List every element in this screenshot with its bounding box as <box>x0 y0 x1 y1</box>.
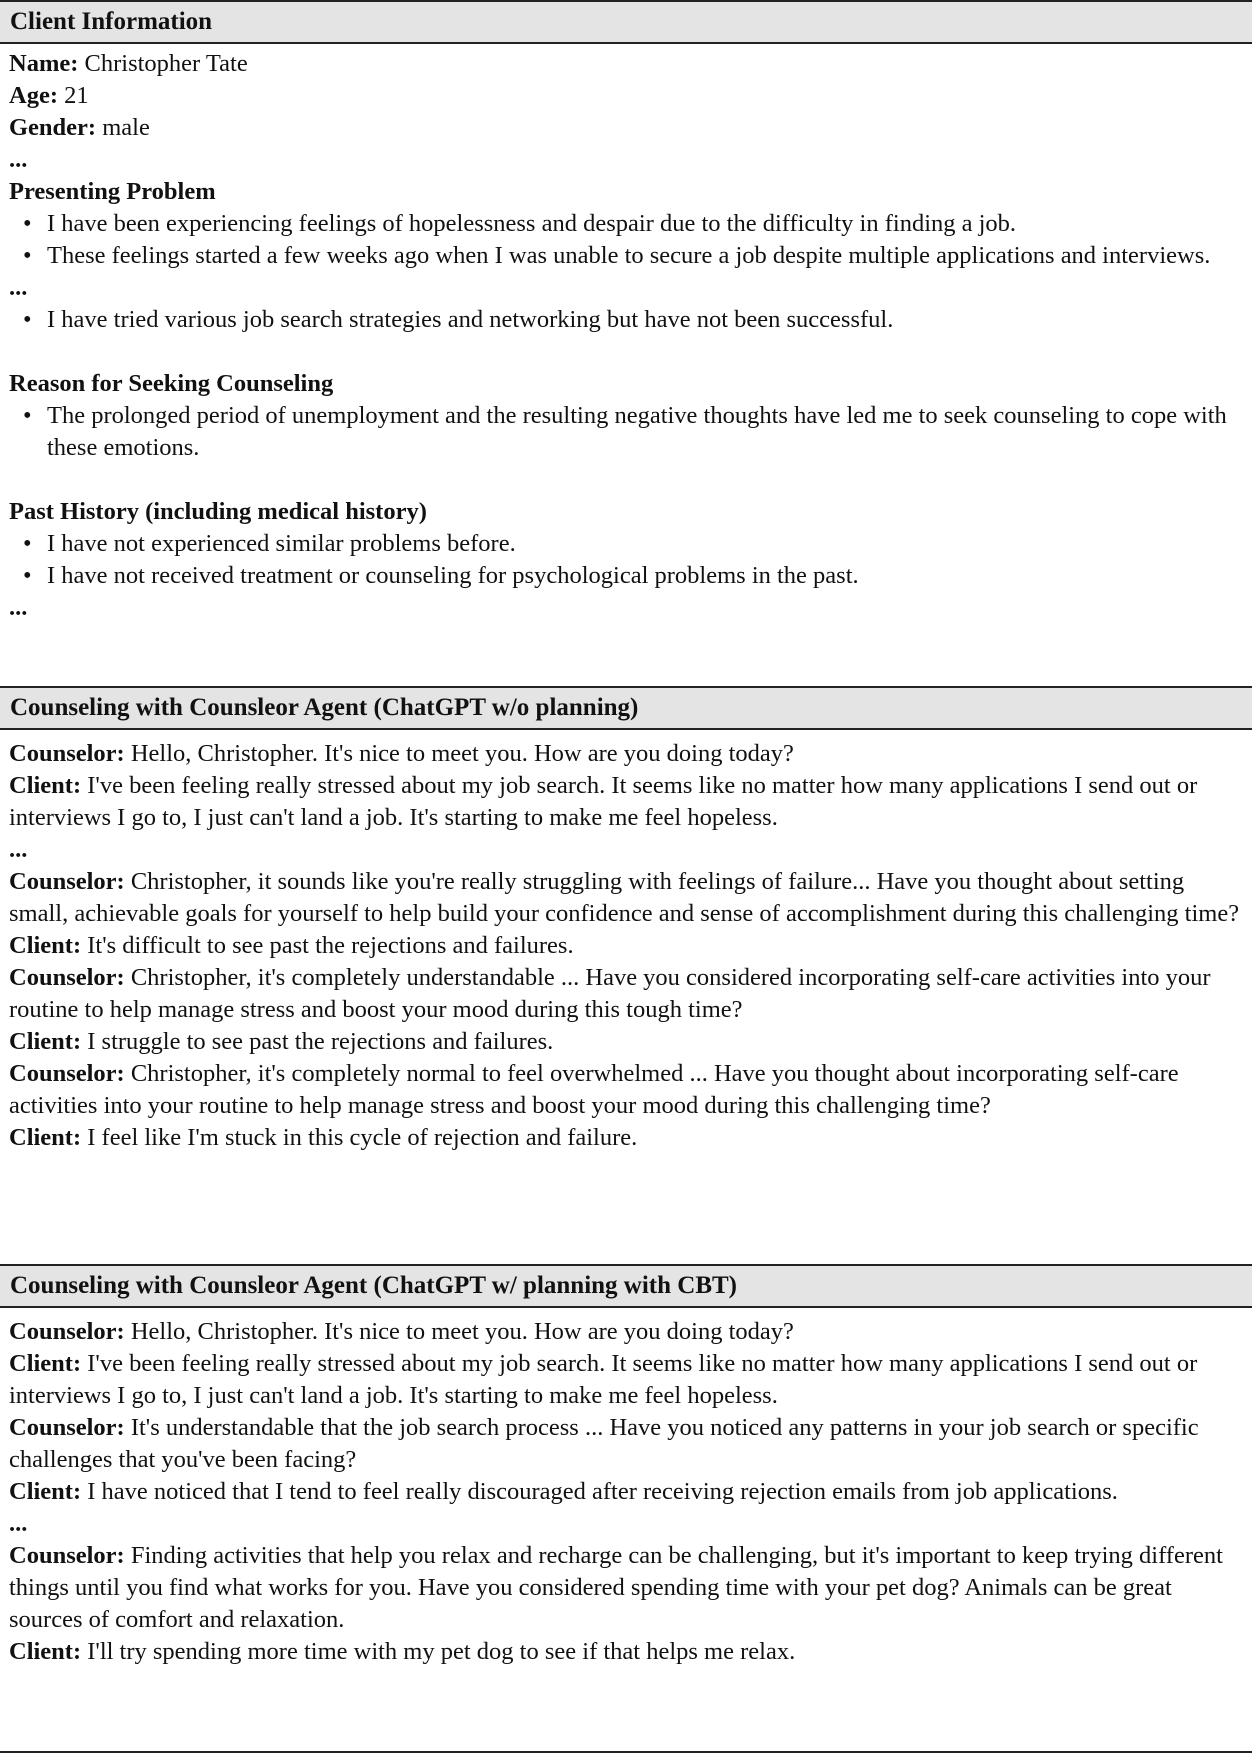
dialogue-turn <box>9 866 1245 930</box>
speaker-label: Counselor: <box>9 964 125 991</box>
turn-text: It's understandable that the job search process ... Have you noticed any patterns in your job search or specific challenges that you've been facing? <box>9 1414 1199 1473</box>
client-information-header: Client Information <box>0 0 1252 44</box>
turn-text: Finding activities that help you relax and recharge can be challenging, but it's important to keep trying different things until you find what works for you. Have you considered spending time with your pet dog? Animals can be great sources of comfort and relaxation. <box>9 1542 1223 1633</box>
session-without-planning-dialogue <box>9 738 1245 1154</box>
name-value: Christopher Tate <box>84 50 248 77</box>
bottom-rule <box>0 1751 1252 1753</box>
speaker-label: Client: <box>9 1478 82 1505</box>
turn-text: I've been feeling really stressed about my job search. It seems like no matter how many applications I send out or interviews I go to, I just can't land a job. It's starting to make me feel hopeless. <box>9 772 1198 831</box>
list-item: • The prolonged period of unemployment and the resulting negative thoughts have led me to seek counseling to cope with these emotions. <box>9 400 1245 464</box>
gender-value: male <box>102 114 150 141</box>
dialogue-turn <box>9 1540 1245 1636</box>
speaker-label: Client: <box>9 1028 82 1055</box>
list-item: • These feelings started a few weeks ago when I was unable to secure a job despite multiple applications and interviews. <box>9 240 1245 272</box>
dialogue-turn <box>9 1476 1245 1508</box>
ellipsis: ... <box>9 274 28 301</box>
turn-text: Hello, Christopher. It's nice to meet you. How are you doing today? <box>130 1318 794 1345</box>
dialogue-turn <box>9 1122 1245 1154</box>
speaker-label: Client: <box>9 1638 82 1665</box>
turn-text: Christopher, it sounds like you're really struggling with feelings of failure... Have you thought about setting small, achievable goals for yourself to help build your confidence and sense of accomplishment during this challenging time? <box>9 868 1240 927</box>
speaker-label: Counselor: <box>9 1414 125 1441</box>
history-title: Past History (including medical history) <box>9 498 427 525</box>
turn-text: I struggle to see past the rejections and failures. <box>87 1028 554 1055</box>
age-row <box>9 80 1245 112</box>
speaker-label: Client: <box>9 772 82 799</box>
session-with-cbt-planning-header: Counseling with Counsleor Agent (ChatGPT w/ planning with CBT) <box>0 1264 1252 1308</box>
ellipsis: ... <box>9 836 28 863</box>
presenting-problem-list <box>9 208 1245 272</box>
turn-text: Christopher, it's completely normal to feel overwhelmed ... Have you thought about incorporating self-care activities into your routine to help manage stress and boost your mood during this challenging time? <box>9 1060 1179 1119</box>
name-label: Name: <box>9 50 79 77</box>
age-label: Age: <box>9 82 58 109</box>
list-item: • I have not experienced similar problems before. <box>9 528 1245 560</box>
list-item: • I have tried various job search strategies and networking but have not been successful. <box>9 304 1245 336</box>
turn-text: Hello, Christopher. It's nice to meet you. How are you doing today? <box>130 740 794 767</box>
presenting-problem-list-continued <box>9 304 1245 336</box>
turn-text: I've been feeling really stressed about my job search. It seems like no matter how many applications I send out or interviews I go to, I just can't land a job. It's starting to make me feel hopeless. <box>9 1350 1198 1409</box>
speaker-label: Client: <box>9 1350 82 1377</box>
ellipsis: ... <box>9 1510 28 1537</box>
list-item: • I have not received treatment or counseling for psychological problems in the past. <box>9 560 1245 592</box>
session-without-planning-header: Counseling with Counsleor Agent (ChatGPT w/o planning) <box>0 686 1252 730</box>
session-with-cbt-planning-dialogue <box>9 1316 1245 1668</box>
client-information-body <box>9 48 1245 624</box>
speaker-label: Counselor: <box>9 1318 125 1345</box>
turn-text: I feel like I'm stuck in this cycle of rejection and failure. <box>87 1124 638 1151</box>
name-row <box>9 48 1245 80</box>
dialogue-turn <box>9 1026 1245 1058</box>
dialogue-turn <box>9 738 1245 770</box>
speaker-label: Counselor: <box>9 1060 125 1087</box>
dialogue-turn <box>9 1316 1245 1348</box>
speaker-label: Counselor: <box>9 1542 125 1569</box>
dialogue-turn <box>9 1412 1245 1476</box>
turn-text: Christopher, it's completely understandable ... Have you considered incorporating self-care activities into your routine to help manage stress and boost your mood during this tough time? <box>9 964 1211 1023</box>
list-item: • I have been experiencing feelings of hopelessness and despair due to the difficulty in finding a job. <box>9 208 1245 240</box>
speaker-label: Client: <box>9 1124 82 1151</box>
speaker-label: Counselor: <box>9 740 125 767</box>
age-value: 21 <box>64 82 89 109</box>
ellipsis: ... <box>9 594 28 621</box>
reason-list <box>9 400 1245 464</box>
ellipsis: ... <box>9 146 28 173</box>
reason-title: Reason for Seeking Counseling <box>9 370 334 397</box>
dialogue-turn <box>9 930 1245 962</box>
turn-text: I'll try spending more time with my pet dog to see if that helps me relax. <box>87 1638 796 1665</box>
history-list <box>9 528 1245 592</box>
gender-label: Gender: <box>9 114 97 141</box>
presenting-problem-title: Presenting Problem <box>9 178 216 205</box>
gender-row <box>9 112 1245 144</box>
speaker-label: Client: <box>9 932 82 959</box>
dialogue-turn <box>9 962 1245 1026</box>
turn-text: I have noticed that I tend to feel really discouraged after receiving rejection emails from job applications. <box>87 1478 1118 1505</box>
dialogue-turn <box>9 1348 1245 1412</box>
speaker-label: Counselor: <box>9 868 125 895</box>
dialogue-turn <box>9 1636 1245 1668</box>
turn-text: It's difficult to see past the rejections and failures. <box>87 932 574 959</box>
dialogue-turn <box>9 770 1245 834</box>
dialogue-turn <box>9 1058 1245 1122</box>
